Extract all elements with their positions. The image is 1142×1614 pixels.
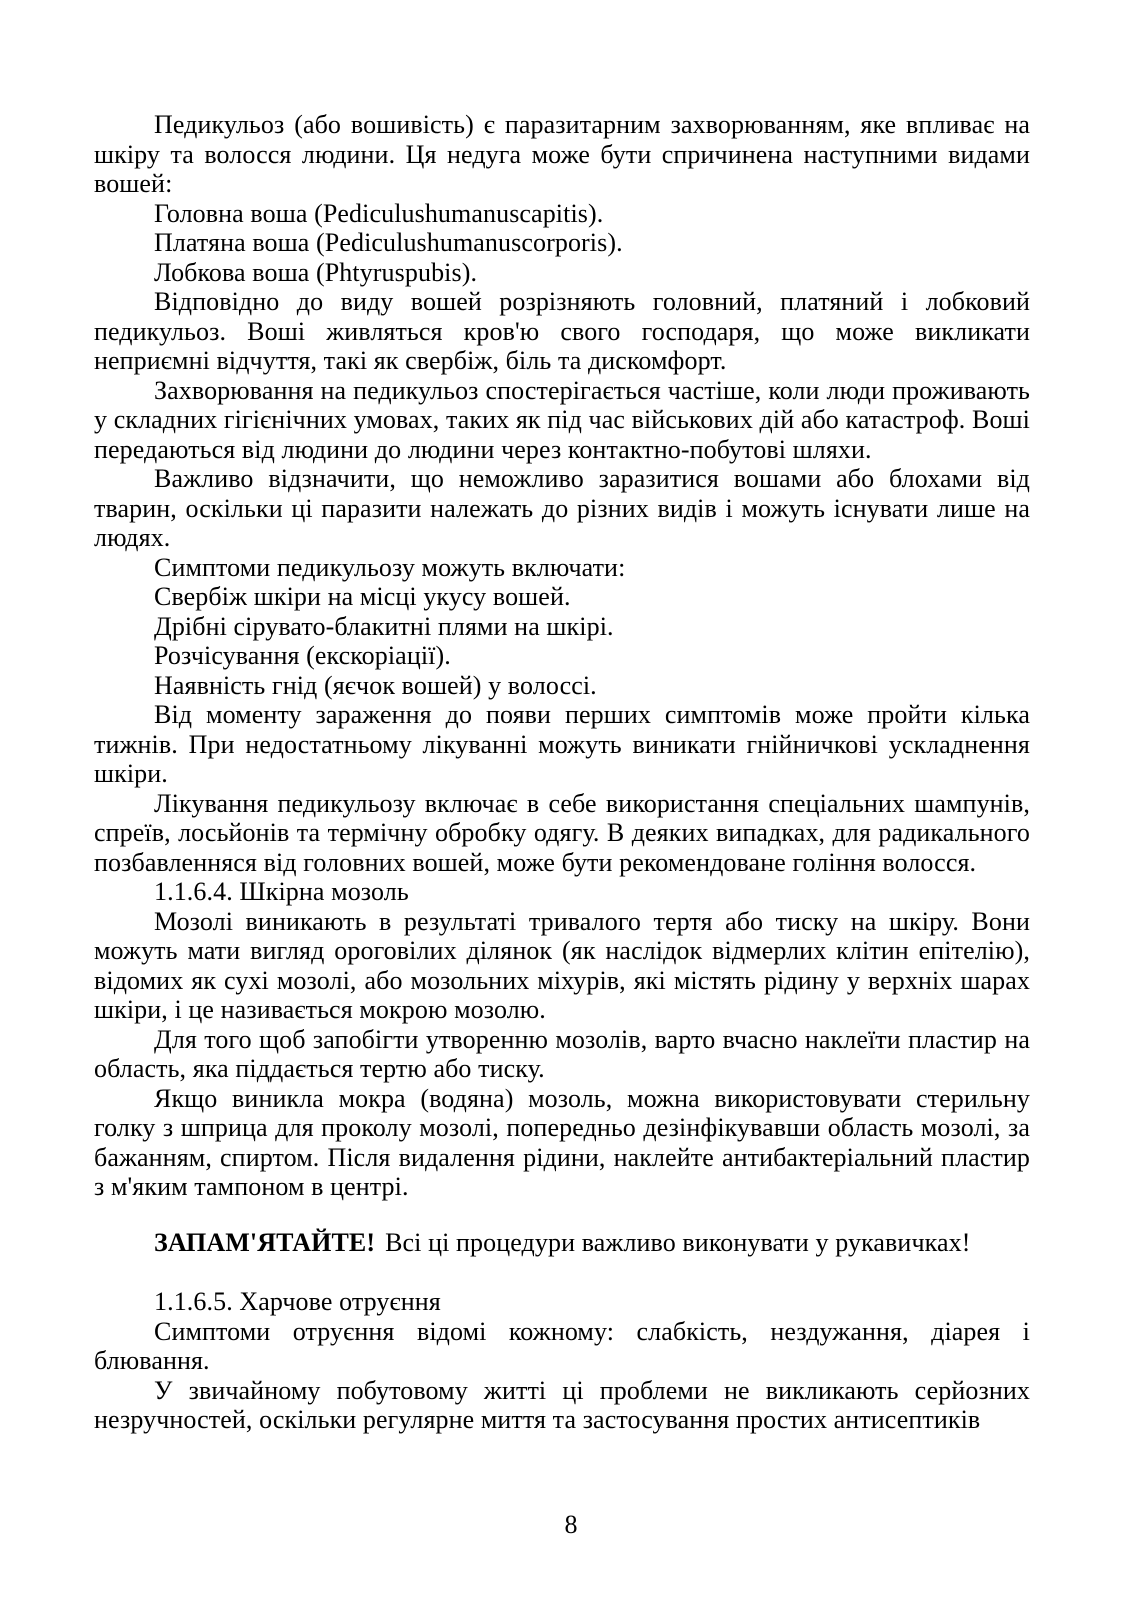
section-heading-1-1-6-4: 1.1.6.4. Шкірна мозоль [154,877,409,906]
list-item-itching: Свербіж шкіри на місці укусу вошей. [154,582,571,611]
paragraph-animals-note: Важливо відзначити, що неможливо заразитися вошами або блохами від тварин, оскільки ці паразити належать до різних видів і можуть існувати лише на людях. [94,464,1030,552]
section-heading-1-1-6-5: 1.1.6.5. Харчове отруєння [154,1287,441,1316]
remember-label: ЗАПАМ'ЯТАЙТЕ! [154,1227,376,1257]
list-item-nits: Наявність гнід (яєчок вошей) у волоссі. [154,670,597,700]
list-item-excoriation: Розчісування (екскоріації). [154,641,451,670]
paragraph-remember [94,1228,1030,1258]
list-item-body-louse: Платяна воша (Pediculushumanuscorporis). [154,228,623,257]
list-item-spots: Дрібні сірувато-блакитні плями на шкірі. [154,611,614,641]
paragraph-poisoning-daily-life: У звичайному побутовому житті ці проблеми не викликають серйозних незручностей, оскільки регулярне миття та застосування простих антисептиків [94,1375,1030,1434]
paragraph-callus-prevention: Для того щоб запобігти утворенню мозолів, варто вчасно наклеїти пластир на область, яка піддається тертю або тиску. [94,1024,1030,1083]
paragraph-pediculosis-intro: Педикульоз (або вошивість) є паразитарним захворюванням, яке впливає на шкіру та волосся людини. Ця недуга може бути спричинена наступними видами вошей: [94,110,1030,198]
page-number: 8 [564,1510,578,1539]
paragraph-poisoning-symptoms: Симптоми отруєння відомі кожному: слабкість, нездужання, діарея і блювання. [94,1316,1030,1375]
list-item-head-louse: Головна воша (Pediculushumanuscapitis). [154,198,604,228]
paragraph-louse-types: Відповідно до виду вошей розрізняють головний, платяний і лобковий педикульоз. Воші живляться кров'ю свого господаря, що може викликати неприємні відчуття, такі як свербіж, біль та дискомфорт. [94,287,1030,375]
paragraph-callus-description: Мозолі виникають в результаті тривалого тертя або тиску на шкіру. Вони можуть мати вигляд ороговілих ділянок (як наслідок відмерлих клітин епітелію), відомих як сухі мозолі, або мозольних міхурів, які містять рідину у верхніх шарах шкіри, і це називається мокрою мозолю. [94,906,1030,1024]
remember-text: Всі ці процедури важливо виконувати у рукавичках! [385,1227,971,1257]
paragraph-treatment: Лікування педикульозу включає в себе використання спеціальних шампунів, спреїв, лосьйонів та термічну обробку одягу. В деяких випадках, для радикального позбавленняся від головних вошей, може бути рекомендоване гоління волосся. [94,788,1030,877]
paragraph-incubation: Від моменту зараження до появи перших симптомів може пройти кілька тижнів. При недостатньому лікуванні можуть виникати гнійничкові ускладнення шкіри. [94,700,1030,788]
paragraph-symptoms-intro: Симптоми педикульозу можуть включати: [154,552,626,582]
list-item-pubic-louse: Лобкова воша (Phtyruspubis). [154,257,478,287]
paragraph-wet-callus: Якщо виникла мокра (водяна) мозоль, можна використовувати стерильну голку з шприца для проколу мозолі, попередньо дезінфікувавши область мозолі, за бажанням, спиртом. Після видалення рідини, наклейте антибактеріальний пластир з м'яким тампоном в центрі. [94,1083,1030,1201]
paragraph-disease-conditions: Захворювання на педикульоз спостерігається частіше, коли люди проживають у складних гігієнічних умовах, таких як під час військових дій або катастроф. Воші передаються від людини до людини через контактно-побутові шляхи. [94,375,1030,464]
